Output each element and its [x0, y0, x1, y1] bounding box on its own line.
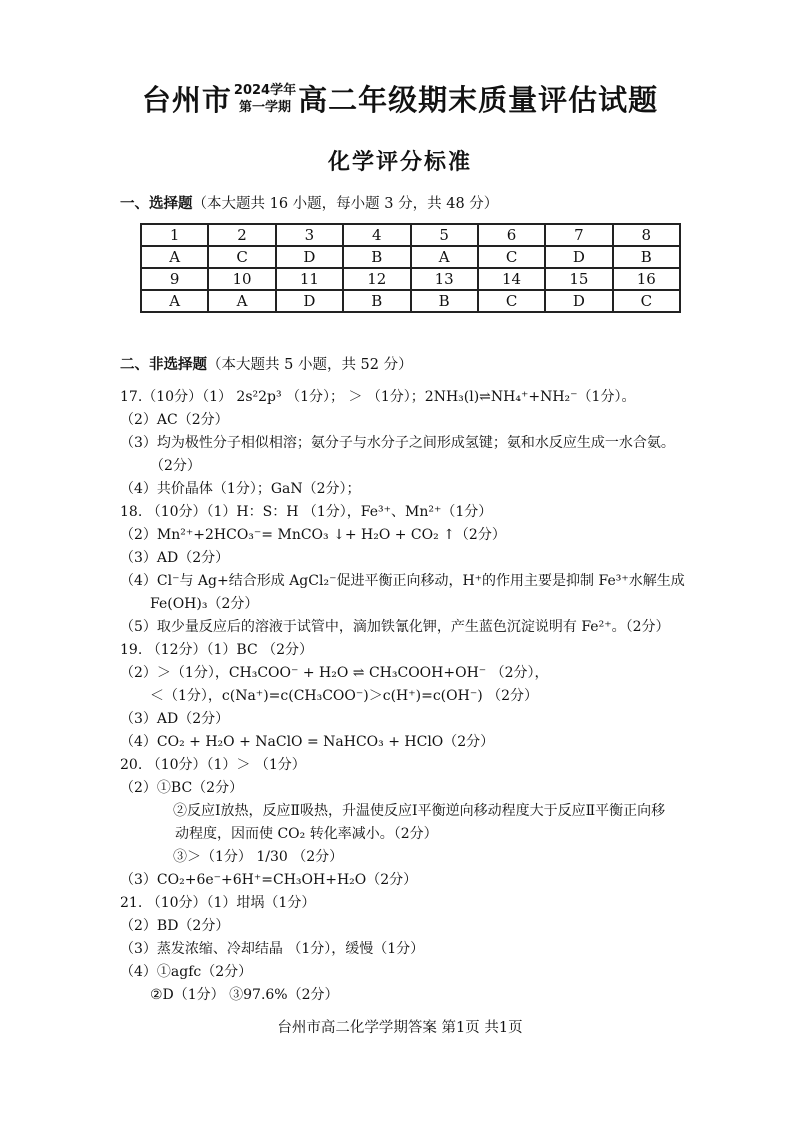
table-cell: A: [208, 290, 275, 312]
table-cell: A: [411, 246, 478, 268]
table-cell: 12: [343, 268, 410, 290]
table-row: [141, 246, 680, 268]
answer-line-q18-3: （3）AD（2分）: [120, 550, 230, 566]
answer-line-q21-4: （4）①agfc（2分）: [120, 964, 253, 980]
answer-line-q18-4: （4）Cl⁻与 Ag+结合形成 AgCl₂⁻促进平衡正向移动，H⁺的作用主要是抑制 Fe³⁺水解生成: [120, 573, 685, 589]
table-cell: B: [343, 246, 410, 268]
answer-line-q18-1: 18. （10分）（1）H：S：H （1分），Fe³⁺、Mn²⁺（1分）: [120, 504, 493, 520]
title-term-stack: [234, 82, 296, 116]
table-cell: 4: [343, 224, 410, 246]
answer-table: [140, 223, 681, 313]
answer-line-q21-2: （2）BD（2分）: [120, 918, 230, 934]
answer-line-q17-1: 17.（10分）（1） 2s²2p³ （1分）； ＞ （1分）；2NH₃(l)⇌NH₄⁺+NH₂⁻（1分）。: [120, 389, 636, 405]
answer-line-q17-4: （4）共价晶体（1分）；GaN（2分）；: [120, 481, 361, 497]
answer-line-q18-4-cont: Fe(OH)₃（2分）: [150, 596, 259, 612]
table-cell: 13: [411, 268, 478, 290]
table-cell: C: [478, 246, 545, 268]
answer-line-q20-2: （2）①BC（2分）: [120, 780, 244, 796]
answer-line-q17-3-score: （2分）: [150, 458, 201, 474]
table-cell: C: [613, 290, 680, 312]
answer-line-q20-1: 20. （10分）（1）＞ （1分）: [120, 757, 306, 773]
table-cell: A: [141, 246, 208, 268]
table-cell: C: [478, 290, 545, 312]
table-cell: 11: [276, 268, 343, 290]
table-cell: 7: [545, 224, 612, 246]
section1-note: （本大题共 16 小题，每小题 3 分，共 48 分）: [192, 196, 499, 212]
page-footer: 台州市高二化学学期答案 第1页 共1页: [277, 1020, 523, 1036]
table-cell: D: [545, 246, 612, 268]
answer-line-q21-3: （3）蒸发浓缩、冷却结晶 （1分），缓慢（1分）: [120, 941, 425, 957]
answer-line-q19-1: 19. （12分）（1）BC （2分）: [120, 642, 314, 658]
answer-line-q20-3: （3）CO₂+6e⁻+6H⁺=CH₃OH+H₂O（2分）: [120, 872, 418, 888]
table-cell: 6: [478, 224, 545, 246]
section2-heading: [120, 353, 413, 374]
answer-line-q20-2b: ②反应Ⅰ放热，反应Ⅱ吸热，升温使反应Ⅰ平衡逆向移动程度大于反应Ⅱ平衡正向移: [173, 803, 666, 819]
table-row: [141, 224, 680, 246]
answer-line-q17-3: （3）均为极性分子相似相溶；氨分子与水分子之间形成氢键；氨和水反应生成一水合氨。: [120, 435, 675, 451]
table-cell: D: [545, 290, 612, 312]
answer-line-q19-2-cont: ＜（1分），c(Na⁺)=c(CH₃COO⁻)＞c(H⁺)=c(OH⁻) （2分）: [150, 688, 539, 704]
table-cell: 8: [613, 224, 680, 246]
table-cell: B: [411, 290, 478, 312]
table-cell: 15: [545, 268, 612, 290]
section2-note: （本大题共 5 小题，共 52 分）: [207, 357, 413, 373]
answer-line-q18-5: （5）取少量反应后的溶液于试管中，滴加铁氰化钾，产生蓝色沉淀说明有 Fe²⁺。（2分）: [120, 619, 670, 635]
table-cell: 10: [208, 268, 275, 290]
answer-line-q21-4-cont: ②D（1分） ③97.6%（2分）: [150, 987, 339, 1003]
table-cell: B: [343, 290, 410, 312]
table-cell: 3: [276, 224, 343, 246]
answer-line-q18-2: （2）Mn²⁺+2HCO₃⁻= MnCO₃ ↓+ H₂O + CO₂ ↑（2分）: [120, 527, 506, 543]
title-city: 台州市: [141, 83, 232, 117]
table-cell: 16: [613, 268, 680, 290]
table-cell: 2: [208, 224, 275, 246]
title-year: 2024学年: [233, 82, 297, 98]
table-cell: D: [276, 246, 343, 268]
table-row: [141, 268, 680, 290]
table-row: [141, 290, 680, 312]
table-cell: D: [276, 290, 343, 312]
answer-line-q19-4: （4）CO₂ + H₂O + NaClO = NaHCO₃ + HClO（2分）: [120, 734, 495, 750]
answer-line-q19-3: （3）AD（2分）: [120, 711, 230, 727]
table-cell: A: [141, 290, 208, 312]
title-main: 高二年级期末质量评估试题: [298, 83, 659, 117]
answer-line-q20-2c: ③＞（1分） 1/30 （2分）: [173, 849, 344, 865]
table-cell: B: [613, 246, 680, 268]
document-subtitle: 化学评分标准: [327, 150, 472, 175]
answer-line-q21-1: 21. （10分）（1）坩埚（1分）: [120, 895, 316, 911]
table-cell: 5: [411, 224, 478, 246]
table-cell: C: [208, 246, 275, 268]
answer-line-q19-2: （2）＞（1分），CH₃COO⁻ + H₂O ⇌ CH₃COOH+OH⁻ （2分），: [120, 665, 549, 681]
answer-line-q20-2b-cont: 动程度，因而使 CO₂ 转化率减小。（2分）: [175, 826, 438, 842]
answer-line-q17-2: （2）AC（2分）: [120, 412, 229, 428]
section2-title: 二、非选择题: [120, 357, 207, 373]
section1-heading: [120, 192, 498, 213]
section1-title: 一、选择题: [120, 196, 193, 212]
document-title: [0, 78, 800, 119]
table-cell: 14: [478, 268, 545, 290]
table-cell: 9: [141, 268, 208, 290]
table-cell: 1: [141, 224, 208, 246]
title-term: 第一学期: [238, 99, 291, 115]
